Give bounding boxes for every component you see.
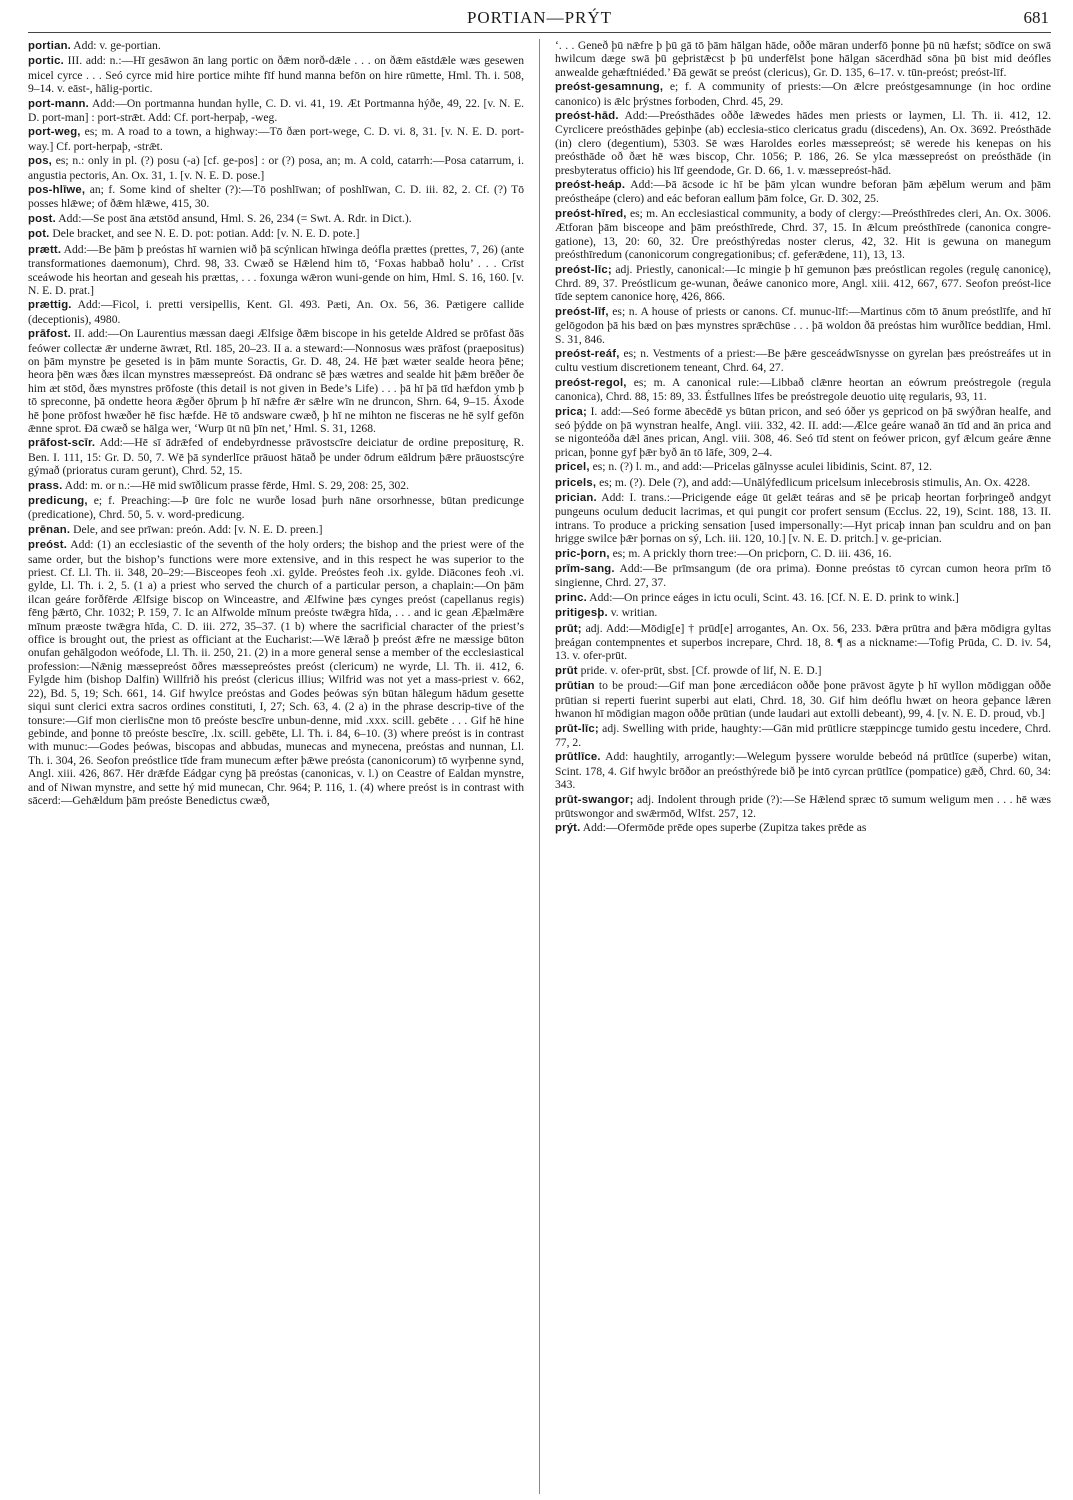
entry-body: Add:—Hē sī ādrǣfed of endebyrdnesse prāvostscīre deiciatur de ordine prepositurę, R. Ben. I. 111, 15: Gr. D. 50, 7. Wē þā synderlīce prāuost hātað þe under ōdrum eāldrum þǣre prāuostscýre gýmað (prioratus curam gerunt), Chrd. 52, 15.	[28, 436, 524, 478]
dictionary-entry	[28, 538, 524, 807]
dictionary-entry	[28, 125, 524, 153]
entry-headword: prūt-līc;	[555, 722, 599, 735]
entry-body: es; m. (?). Dele (?), and add:—Unālýfedlicum pricelsum inlecebrosis stimulis, An. Ox. 4228.	[596, 475, 1031, 489]
entry-body: v. writian.	[607, 606, 658, 620]
entry-body: es; n. (?) l. m., and add:—Pricelas gālnysse aculei libidinis, Scint. 87, 12.	[589, 460, 932, 474]
dictionary-entry	[555, 376, 1051, 404]
entry-headword: prætt.	[28, 243, 62, 256]
entry-headword: predicung,	[28, 495, 88, 507]
entry-headword: prýt.	[555, 822, 581, 835]
entry-headword: portian.	[28, 40, 72, 52]
entry-body: Add:—Preósthādes oððe lǣwedes hādes men priests or laymen, Ll. Th. ii. 412, 12. Cyrclicere preósthādes geþinþe (ab) ecclesia-stico clericatus gradu (discedens), An. Ox. 3692. Preósthāde (in) clero (degentium), 5303. Sē wæs Haroldes eorles mæssepreóst; sē werede his kenepas on his preósthāde oð ðæt hē wæs biscop, Chr. 1056; P. 186, 26. Se ylca mæssepreóst on preósthāde (in presbyteratus officio) his līf geendode, Gr. D. 66, 1. v. mæssepreóst-hād.	[555, 109, 1051, 177]
entry-headword: preóst-gesamnung,	[555, 81, 664, 94]
entry-body: Add:—Se post āna ætstōd ansund, Hml. S. 26, 234 (= Swt. A. Rdr. in Dict.).	[56, 211, 412, 225]
dictionary-entry	[28, 39, 524, 53]
entry-headword: prættig.	[28, 299, 72, 312]
entry-headword: prician.	[555, 492, 597, 504]
entry-body: Add: I. trans.:—Pricigende eáge ūt gelǣt teáras and sē þe pricaþ heortan forþringeð andgyt pungeuns oculum deducit lacrimas, et qui pungit cor profert sensum (Ecclus. 22, 19), Scint. 188, 13. II. intrans. To produce a pricking sensation [used impersonally:—Hyt pricaþ innan þan sculdru and on þan hrigge swilce þǣr þornas on sý, Lch. iii. 120, 10.] [v. N. E. D. pritch.] v. ge-prician.	[555, 491, 1051, 546]
dictionary-entry	[555, 750, 1051, 791]
dictionary-entry	[555, 821, 1051, 835]
page-number: 681	[1023, 8, 1049, 27]
entry-body: Add: haughtily, arrogantly:—Welegum þyssere worulde bebeód ná prūtlīce (superbe) witan, Scint. 178, 4. Gif hwylc brōðor an preósthýrede bið þe intō cyrcan prūtlīce (pompatice) gǣð, Chrd. 60, 34: 343.	[555, 750, 1051, 792]
entry-body: Add:—On prince eáges in ictu oculi, Scint. 43. 16. [Cf. N. E. D. prink to wink.]	[586, 590, 959, 604]
dictionary-entry	[28, 327, 524, 435]
running-head	[28, 6, 1051, 33]
entry-body: II. add:—On Laurentius mæssan daegi Ælfsige ðǣm biscope in his getelde Aldred se prōfast ðās feówer collectæ ǣr underne āwræt, Rtl. 185, 20–23. II a. a steward:—Nonnosus wæs prāfost (praepositus) on þām mynstre þe geseted is in þām munte Soractis, Gr. D. 48, 24. Hē þæt wæter sealde heora þēne; heora þēn wæs ðæs ilcan mynstres mæssepreóst. Ðā ondranc sē þæs wætres and sealde hit þǣm brēðer ðe him æt stōd, ðæs mynstres prōfoste (this detail is not given in Bede’s Life) . . . þā hī þā tīd hæfdon ymb þ tō spreconne, þā ondette heora ǣgðer ōþrum þ hī nǣfre ǣr sǣlre wīn ne druncon, Shrn. 64, 9–15. Áxode hē þone prōfost hwæðer hē fisc hæfde. Hē tō andsware cwæð, þ hī ne mihton ne fisceras ne hē sylf gefōn ǣnne sprot. Ðā cwæð se hālga wer, ‘Wurp ūt nū þīn net,’ Hml. S. 31, 1268.	[28, 327, 524, 435]
entry-body: Add:—Ofermōde prēde opes superbe (Zupitza takes prēde as	[580, 821, 867, 835]
entry-body: adj. Swelling with pride, haughty:—Gān mid prūtlicre stæppincge tumido gestu incedere, Chrd. 77, 2.	[555, 721, 1051, 749]
entry-body: Add:—Ficol, i. pretti versipellis, Kent. Gl. 493. Pæti, An. Ox. 56, 36. Pætigere callide (deceptionis), 4980.	[28, 298, 524, 326]
entry-body: adj. Indolent through pride (?):—Se Hǣlend spræc tō sumum weligum men . . . hē wæs prūtswongor and swǣrmōd, Wlfst. 257, 12.	[555, 792, 1051, 820]
dictionary-entry	[28, 243, 524, 298]
dictionary-entry	[28, 183, 524, 211]
entry-headword: preóst-heáp.	[555, 179, 626, 192]
entry-body: e; f. A community of priests:—On ǣlcre preóstgesamnunge (in hoc ordine canonico) is ǣlc þrýstnes forboden, Chrd. 45, 29.	[555, 80, 1051, 108]
entry-body: es; n. Vestments of a priest:—Be þǣre gesceádwīsnysse on gyrelan þæs preóstreáfes ut in cultu vestium discretionem teneant, Chrd. 64, 27.	[555, 346, 1051, 375]
entry-headword: preóst-reáf,	[555, 347, 620, 360]
entry-body: III. add: n.:—Hī gesāwon ān lang portic on ðǣm norð-dǣle . . . on ðǣm eāstdǣle wæs gesewen micel cyrce . . . Seó cyrce mid hire portice mihte fīf hund manna befōn on hire rūmette, Hml. Th. i. 508, 9–14. v. eāst-, hālig-portic.	[28, 54, 524, 96]
entry-headword: preóst-līf,	[555, 305, 609, 318]
entry-body: Add:—Þā ācsode ic hī be þām ylcan wundre beforan þām æþēlum werum and þām preóstheápe (clero) and eác beforan eallum þām folce, Gr. D. 302, 25.	[555, 178, 1051, 206]
left-column	[28, 39, 524, 1494]
entry-body: es; m. An ecclesiastical community, a body of clergy:—Preósthīredes cleri, An. Ox. 3006. Ætforan þām bisceope and þām preósthīrede, Chrd. 37, 15. In ǣlcum preósthīrede (canonica congre-gatione), 13, 20: 60, 32. Ūre preósthýredas noster clerus, 42, 32. Hit is gewuna on manegum preósthīredum (canonicorum congregationibus; cf. geferǣdene, 11), 13, 13.	[555, 206, 1051, 262]
entry-body: es; n.: only in pl. (?) posu (-a) [cf. ge-pos] : or (?) posa, an; m. A cold, catarrh:—Posa catarrum, i. angustia pectoris, An. Ox. 31, 1. [v. N. E. D. pose.]	[28, 154, 524, 182]
entry-body: es; n. A house of priests or canons. Cf. munuc-līf:—Martinus cōm tō ānum preóstlīfe, and hī gelōgodon þā his bæd on þæs mynstres sprǣchūse . . . þā woldon ðā preóstas him wurðlīce beddian, Hml. S. 31, 846.	[555, 304, 1051, 346]
entry-headword: prūt-swangor;	[555, 793, 634, 806]
entry-body: Add:—Be prīmsangum (de ora prima). Ðonne preóstas tō cyrcan cumon heora prīm tō singienne, Chrd. 27, 37.	[555, 562, 1051, 590]
running-title: PORTIAN—PRÝT	[466, 8, 613, 27]
entry-headword: pricel,	[555, 461, 590, 474]
dictionary-entry	[555, 793, 1051, 821]
dictionary-entry	[555, 305, 1051, 346]
dictionary-entry	[555, 476, 1051, 490]
entry-body: es; m. A canonical rule:—Libbað clǣnre heortan an eówrum preóstregole (regula canonica), Chrd. 88, 15: 89, 33. Éstfullnes līfes be preóstregole deuotio uitę regularis, 93, 11.	[555, 375, 1051, 404]
entry-headword: prūt	[555, 664, 578, 677]
entry-headword: pritigesþ.	[555, 607, 608, 620]
entry-headword: prica;	[555, 405, 587, 418]
dictionary-entry	[28, 154, 524, 182]
entry-headword: princ.	[555, 591, 587, 604]
dictionary-entry	[555, 80, 1051, 108]
dictionary-entry	[28, 227, 524, 241]
entry-headword: pot.	[28, 228, 50, 241]
right-column	[555, 39, 1051, 1494]
entry-body: Dele, and see prīwan: preón. Add: [v. N. E. D. preen.]	[70, 522, 323, 536]
entry-headword: pricels,	[555, 476, 597, 489]
dictionary-entry	[28, 523, 524, 537]
entry-body: Add: m. or n.:—Hē mid swīðlicum prasse fērde, Hml. S. 29, 208: 25, 302.	[62, 478, 409, 492]
column-divider	[539, 39, 540, 1494]
dictionary-entry	[555, 109, 1051, 177]
entry-headword: prass.	[28, 479, 63, 492]
entry-headword: port-weg,	[28, 126, 81, 139]
entry-body: Add: (1) an ecclesiastic of the seventh of the holy orders; the bishop and the priest were of the same order, but the bishop’s functions were more extensive, and in this respect he was superior to the priest. Cf. Ll. Th. ii. 348, 20–29:—Bisceopes feoh .xi. gylde. Preóstes feoh .ix. gylde. Diācones feoh .vi. gylde, Ll. Th. i. 2, 5. (1 a) a priest who served the church of a particular person, a chaplain:—On þām ilcan geáre forðfērde Ælfsige biscop on Winceastre, and Ælfwine þæs cynges preóst (capellanus regis) fēng þǣrtō, Chr. 1032; P. 159, 7. Ic an Alfwolde mīnum preóste twǣgra hīda, . . . and ic gean Æþælmǣre mīnum præoste twǣgra hīda, C. D. iii. 272, 35–37. (1 b) where the sacrificial character of the priest’s office is brought out, the priest as officiant at the Eucharist:—Wē lǣrað þ preóst ǣfre ne mæssige būton onufan gehālgodon weófode, Ll. Th. ii. 250, 21. (2) in a more general sense a member of the ecclesiastical profession:—Nǣnig mæssepreóst ōðres mæssepreóstes preóst (clericum) ne wyrde, Ll. Th. ii. 412, 6. Fylgde him (bishop Dalfin) Willfrið his preóst (clericus illius; Wilfrid was not yet a mass-priest v. 662, 22), Bd. 5, 19; Sch. 661, 14. Gif hwylce preóstas and Godes þeówas sýn būtan hālegum hādum gesette siqui sunt clerici extra sacros ordines constituti, I, 27; Sch. 63, 4. (2 a) in the phrase descrip-tive of the tonsure:—Gif mon cierlisc̄ne mon tō preóste bescīre unbun-denne, mid .xxx. scill. gebēte . . . Gif hē hine gebinde, and þonne tō preóste bescīre, .lx. scill. gebēte, Ll. Th. i. 84, 6–10. (3) where preóst is in contrast with munuc:—Godes þeówas, biscopas and abbudas, munecas and mynecena, preóstas and nunnan, Ll. Th. i. 304, 26. Seofon preóstlice tīde fram munecum æfter þǣwe preósta (canonicorum) tō wyrþenne synd, Angl. xiii. 426, 867. Hēr drǣfde Eádgar cyng þā preóstas (canonicas, v. l.) on Ceastre of Ealdan mynstre, and of Niwan mynstre, and sette hý mid munecan, Chr. 964; P. 116, 1. (4) where preóst is in contrast with sācerd:—Gehǣldum þām preóste Benedictus cwæð,	[28, 538, 524, 807]
entry-headword: prāfost.	[28, 328, 72, 341]
dictionary-entry	[28, 479, 524, 493]
entry-body: es; m. A road to a town, a highway:—Tō ðæn port-wege, C. D. vi. 8, 31. [v. N. E. D. port-way.] Cf. port-herpaþ, -strǣt.	[28, 125, 524, 153]
entry-body: Dele bracket, and see N. E. D. pot: potian. Add: [v. N. E. D. pote.]	[49, 227, 360, 241]
dictionary-entry	[555, 722, 1051, 750]
entry-headword: prūtlīce.	[555, 751, 601, 764]
dictionary-entry	[28, 298, 524, 326]
entry-body: Add:—Be þām þ preóstas hī warnien wið þā scýnlican hīwinga deófla prættes (prettes, 7, 26) (ante transformationes daemonum), Chrd. 98, 33. Cwæð se Hǣlend him tō, ‘Foxas habbað holu’ . . . Crīst sceáwode his heortan and geseah his prættas, . . . foxunga wǣron wuni-gende on him, Hml. S. 16, 160. [v. N. E. D. prat.]	[28, 242, 524, 297]
entry-body: an; f. Some kind of shelter (?):—Tō poshlīwan; of poshlīwan, C. D. iii. 82, 2. Cf. (?) Tō posses hlǣwe; of ðǣm hlǣwe, 415, 30.	[28, 183, 524, 211]
dictionary-entry	[555, 405, 1051, 460]
entry-headword: preóst.	[28, 539, 68, 552]
entry-body: I. add:—Seó forme ābecēdē ys būtan pricon, and seó óðer ys gepricod on þā swýðran healfe, and seó þýdde on þā wynstran healfe, Angl. viii. 332, 42. II. add:—Ælce geáre wanað ān tīd and ān prica and se nigonteóða dǣl ānes prican, Angl. viii. 308, 46. Seó tīd stent on feówer pricon, gyf ǣlcum geáre ǣnne prican, þonne gyf þǣr byð ān tō lāfe, 309, 2–4.	[555, 404, 1051, 459]
dictionary-entry	[555, 460, 1051, 474]
entry-headword: post.	[28, 212, 56, 225]
dictionary-entry	[555, 622, 1051, 663]
entry-headword: prāfost-scīr.	[28, 437, 96, 450]
entry-body: es; m. A prickly thorn tree:—On pricþorn, C. D. iii. 436, 16.	[609, 546, 892, 560]
entry-body: adj. Priestly, canonical:—Ic mingie þ hī gemunon þæs preóstlican regoles (regulę canonicę), Chrd. 89, 37. Preóstlicum ge-wunan, ðeáwe canonico more, Angl. xiii. 412, 667, 677. Seofon preóst-lice tīde septem canonice horę, 426, 866.	[555, 262, 1051, 304]
dictionary-entry	[28, 54, 524, 95]
text-columns	[28, 39, 1051, 1494]
entry-headword: preóst-līc;	[555, 263, 612, 276]
dictionary-entry	[555, 347, 1051, 375]
entry-headword: prēnan.	[28, 523, 71, 536]
entry-headword: pos-hlīwe,	[28, 184, 86, 197]
entry-headword: port-mann.	[28, 97, 89, 110]
dictionary-entry	[555, 679, 1051, 720]
dictionary-entry	[555, 178, 1051, 206]
entry-body: pride. v. ofer-prūt, sbst. [Cf. prowde of lif, N. E. D.]	[577, 663, 822, 677]
dictionary-entry	[555, 263, 1051, 304]
dictionary-entry	[28, 97, 524, 125]
entry-body: Add: v. ge-portian.	[71, 39, 161, 52]
entry-headword: preóst-regol,	[555, 376, 627, 389]
entry-body: Add:—On portmanna hundan hylle, C. D. vi. 41, 19. Æt Portmanna hýðe, 49, 22. [v. N. E. D. port-man] : port-strǣt. Add: Cf. port-herpaþ, -weg.	[28, 96, 524, 125]
entry-headword: prūt;	[555, 622, 582, 635]
entry-headword: portic.	[28, 55, 64, 68]
dictionary-entry	[555, 207, 1051, 262]
entry-body: to be proud:—Gif man þone ærcediácon oððe þone prāvost āgyte þ hī wyllon mōdiggan oððe prūtian si reperti fuerint superbi aut elati, Chrd. 18, 30. Gif him deóflu hwæt on heora geþance lǣren hwanon hī mōdigian magon oððe prūtian (unde laudari aut extolli debeant), 99, 4. [v. N. E. D. proud, vb.]	[555, 679, 1051, 721]
entry-body: adj. Add:—Mōdig[e] † prūd[e] arrogantes, An. Ox. 56, 233. Þǣra prūtra and þǣra mōdigra gyltas þreágan contempnentes et superbos increpare, Chrd. 18, 8. ¶ as a nickname:—Tofig Prūda, C. D. iv. 54, 13. v. ofer-prūt.	[555, 621, 1051, 663]
entry-headword: prūtian	[555, 680, 595, 693]
dictionary-entry	[28, 494, 524, 522]
entry-body: ‘. . . Geneð þū nǣfre þ þū gā tō þām hālgan hāde, oððe māran underfō þonne þū nū hæfst; sōdīce on swā hwilcum dæge swā þū geþristǣcst þ þū underfēlst þone hālgan sācerdhād sōna þū bist mid deófles anwealde gehæftniéded.’ Ðā gewāt se preóst (clericus), Gr. D. 135, 6–17. v. tūn-preóst; preóst-līf.	[555, 39, 1051, 79]
entry-headword: prīm-sang.	[555, 563, 615, 576]
dictionary-entry	[555, 591, 1051, 605]
entry-headword: preóst-hād.	[555, 110, 619, 123]
dictionary-entry	[555, 664, 1051, 678]
dictionary-entry	[555, 606, 1051, 620]
dictionary-entry	[28, 436, 524, 477]
dictionary-entry	[555, 491, 1051, 546]
entry-headword: pric-þorn,	[555, 547, 610, 560]
dictionary-entry	[555, 547, 1051, 561]
entry-headword: pos,	[28, 155, 53, 168]
dictionary-entry	[555, 39, 1051, 79]
dictionary-entry	[555, 562, 1051, 590]
dictionary-entry	[28, 212, 524, 226]
entry-headword: preóst-hīred,	[555, 207, 627, 220]
entry-body: e; f. Preaching:—Þ ūre folc ne wurðe losad þurh nāne orsorhnesse, būtan predicunge (predicatione), Chrd. 50, 5. v. word-predicung.	[28, 494, 524, 522]
